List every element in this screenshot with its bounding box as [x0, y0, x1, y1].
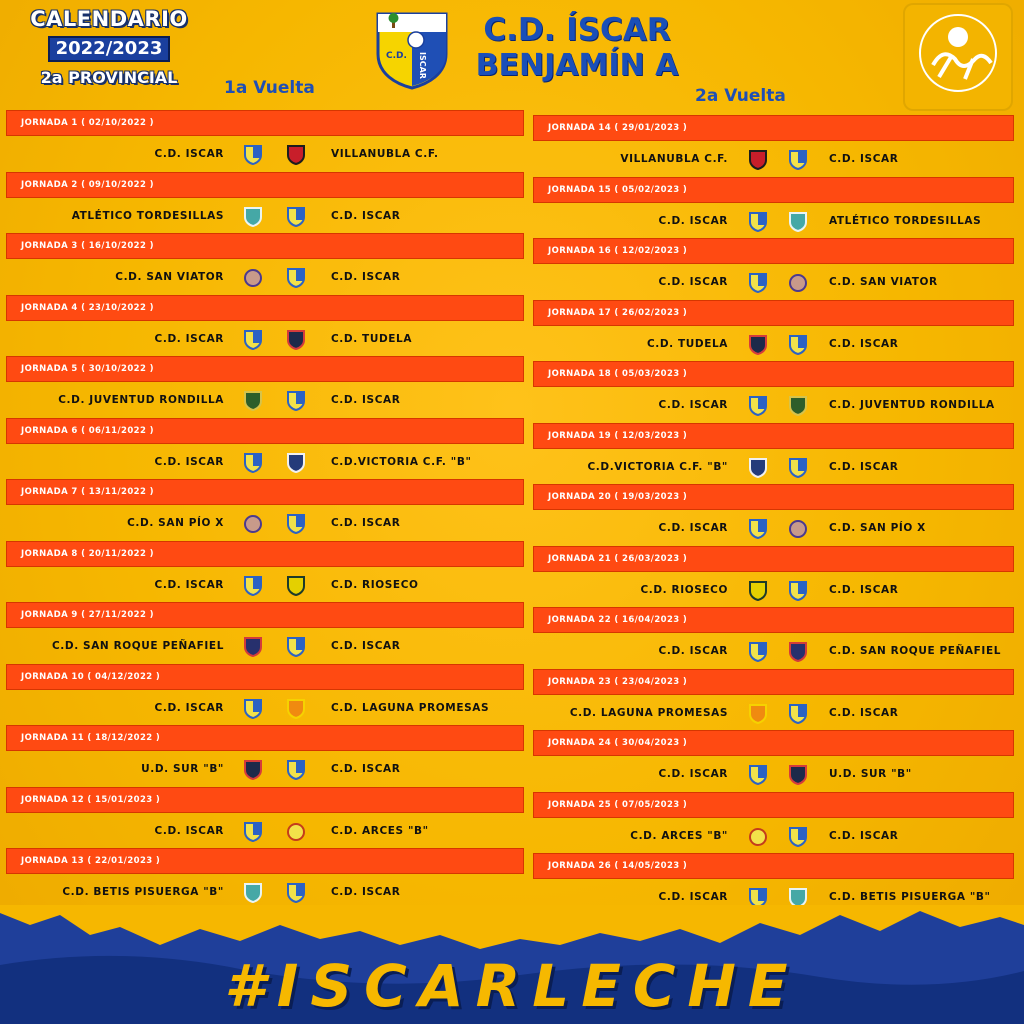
away-team-name: VILLANUBLA C.F. [331, 148, 439, 160]
home-team-badge-icon [749, 396, 767, 416]
away-team-name: C.D. BETIS PISUERGA "B" [829, 891, 991, 903]
fixture-row [533, 756, 1014, 791]
home-team-badge-icon [244, 453, 262, 473]
home-team-name: C.D. ISCAR [658, 399, 728, 411]
home-team-name: C.D. ISCAR [658, 276, 728, 288]
fixture-row [6, 628, 524, 663]
second-leg-schedule [533, 115, 1014, 915]
home-team-badge-icon [244, 699, 262, 719]
home-team-badge-icon [244, 576, 262, 596]
home-team-name: C.D. ISCAR [154, 578, 224, 591]
round-title: JORNADA 3 ( 16/10/2022 ) [6, 233, 524, 259]
home-team-name: C.D. ISCAR [154, 455, 224, 468]
away-team-name: C.D. ISCAR [829, 583, 899, 596]
home-team-name: C.D. TUDELA [646, 337, 728, 350]
home-team-name: C.D. ISCAR [658, 891, 728, 903]
away-team-badge-icon [789, 150, 807, 170]
round-title: JORNADA 26 ( 14/05/2023 ) [533, 853, 1014, 879]
round-title: JORNADA 9 ( 27/11/2022 ) [6, 602, 524, 628]
calendar-label: CALENDARIO [30, 7, 188, 31]
away-team-badge-icon [287, 207, 305, 227]
match-round [6, 541, 524, 603]
away-team-name: C.D.VICTORIA C.F. "B" [331, 455, 472, 468]
home-team-name: C.D. RIOSECO [640, 583, 728, 596]
away-team-badge-icon [287, 760, 305, 780]
away-team-badge-icon [789, 458, 807, 478]
home-team-name: C.D. SAN PÍO X [127, 517, 224, 529]
away-team-badge-icon [789, 642, 807, 662]
round-title: JORNADA 8 ( 20/11/2022 ) [6, 541, 524, 567]
fixture-row [533, 326, 1014, 361]
fixture-row [533, 203, 1014, 238]
home-team-badge-icon [749, 581, 767, 601]
home-team-name: C.D. ISCAR [658, 645, 728, 657]
fixture-row [533, 141, 1014, 176]
match-round [533, 484, 1014, 546]
fixture-row [6, 444, 524, 479]
away-team-badge-icon [287, 699, 305, 719]
away-team-name: C.D. SAN ROQUE PEÑAFIEL [829, 645, 1002, 657]
match-round [533, 238, 1014, 300]
fixture-row [6, 751, 524, 786]
home-team-name: C.D. ARCES "B" [630, 829, 728, 842]
round-title: JORNADA 22 ( 16/04/2023 ) [533, 607, 1014, 633]
away-team-name: U.D. SUR "B" [829, 768, 912, 780]
second-leg-label: 2a Vuelta [695, 86, 786, 106]
round-title: JORNADA 12 ( 15/01/2023 ) [6, 787, 524, 813]
home-team-name: C.D. SAN ROQUE PEÑAFIEL [51, 640, 224, 652]
away-team-name: C.D. JUVENTUD RONDILLA [829, 399, 995, 411]
match-round [6, 110, 524, 172]
club-crest-logo [374, 10, 450, 90]
home-team-name: ATLÉTICO TORDESILLAS [71, 209, 224, 222]
round-title: JORNADA 18 ( 05/03/2023 ) [533, 361, 1014, 387]
match-round [533, 177, 1014, 239]
home-team-badge-icon [244, 145, 262, 165]
away-team-name: C.D. ISCAR [829, 829, 899, 842]
fixture-row [6, 259, 524, 294]
away-team-badge-icon [789, 335, 807, 355]
home-team-name: C.D. ISCAR [154, 701, 224, 714]
home-team-badge-icon [749, 827, 767, 847]
away-team-badge-icon [287, 822, 305, 842]
header-left [14, 6, 204, 87]
away-team-badge-icon [287, 453, 305, 473]
home-team-name: C.D. SAN VIATOR [115, 271, 224, 283]
svg-text:C.D.: C.D. [386, 51, 407, 61]
round-title: JORNADA 24 ( 30/04/2023 ) [533, 730, 1014, 756]
fixture-row [6, 321, 524, 356]
home-team-name: VILLANUBLA C.F. [620, 153, 728, 165]
away-team-name: C.D. ISCAR [331, 271, 401, 283]
club-name: C.D. ÍSCAR [483, 12, 671, 48]
home-team-badge-icon [749, 212, 767, 232]
round-title: JORNADA 5 ( 30/10/2022 ) [6, 356, 524, 382]
round-title: JORNADA 7 ( 13/11/2022 ) [6, 479, 524, 505]
match-round [533, 546, 1014, 608]
match-round [533, 730, 1014, 792]
first-leg-label: 1a Vuelta [224, 78, 315, 98]
home-team-badge-icon [749, 335, 767, 355]
away-team-badge-icon [789, 396, 807, 416]
category-label: 2a PROVINCIAL [40, 68, 178, 87]
fixture-row [6, 136, 524, 171]
round-title: JORNADA 10 ( 04/12/2022 ) [6, 664, 524, 690]
round-title: JORNADA 13 ( 22/01/2023 ) [6, 848, 524, 874]
away-team-name: C.D. ISCAR [331, 209, 401, 222]
fixture-row [533, 695, 1014, 730]
away-team-name: C.D. ISCAR [331, 886, 401, 898]
home-team-badge-icon [244, 883, 262, 903]
round-title: JORNADA 4 ( 23/10/2022 ) [6, 295, 524, 321]
away-team-badge-icon [287, 145, 305, 165]
club-title [452, 12, 702, 84]
away-team-badge-icon [789, 827, 807, 847]
home-team-name: C.D. JUVENTUD RONDILLA [58, 394, 224, 406]
fixture-row [533, 449, 1014, 484]
round-title: JORNADA 17 ( 26/02/2023 ) [533, 300, 1014, 326]
first-leg-schedule [6, 110, 524, 910]
match-round [6, 787, 524, 849]
away-team-name: C.D. ISCAR [829, 460, 899, 473]
round-title: JORNADA 11 ( 18/12/2022 ) [6, 725, 524, 751]
away-team-badge-icon [287, 391, 305, 411]
away-team-badge-icon [789, 519, 807, 539]
match-round [533, 300, 1014, 362]
match-round [533, 669, 1014, 731]
match-round [6, 602, 524, 664]
away-team-badge-icon [789, 704, 807, 724]
away-team-name: C.D. ISCAR [331, 640, 401, 652]
home-team-name: C.D. ISCAR [154, 148, 224, 160]
away-team-name: C.D. TUDELA [331, 332, 413, 345]
home-team-badge-icon [244, 207, 262, 227]
match-round [6, 479, 524, 541]
home-team-badge-icon [244, 391, 262, 411]
away-team-name: C.D. LAGUNA PROMESAS [331, 701, 490, 714]
home-team-name: C.D.VICTORIA C.F. "B" [587, 460, 728, 473]
federation-emblem-icon [903, 3, 1013, 111]
match-round [533, 361, 1014, 423]
home-team-badge-icon [749, 519, 767, 539]
fixture-row [533, 387, 1014, 422]
round-title: JORNADA 2 ( 09/10/2022 ) [6, 172, 524, 198]
away-team-name: C.D. ISCAR [829, 706, 899, 719]
fixture-row [6, 198, 524, 233]
away-team-badge-icon [789, 581, 807, 601]
match-round [533, 115, 1014, 177]
home-team-badge-icon [244, 760, 262, 780]
away-team-name: C.D. RIOSECO [331, 578, 419, 591]
match-round [6, 172, 524, 234]
away-team-name: C.D. ISCAR [331, 517, 401, 529]
match-round [6, 233, 524, 295]
fixture-row [533, 818, 1014, 853]
away-team-badge-icon [287, 514, 305, 534]
fixture-row [533, 510, 1014, 545]
match-round [533, 423, 1014, 485]
away-team-badge-icon [789, 765, 807, 785]
away-team-name: C.D. ISCAR [331, 394, 401, 406]
fixture-row [533, 264, 1014, 299]
match-round [533, 792, 1014, 854]
home-team-badge-icon [749, 150, 767, 170]
home-team-badge-icon [749, 458, 767, 478]
home-team-badge-icon [244, 514, 262, 534]
away-team-name: C.D. SAN PÍO X [829, 522, 926, 534]
round-title: JORNADA 6 ( 06/11/2022 ) [6, 418, 524, 444]
round-title: JORNADA 1 ( 02/10/2022 ) [6, 110, 524, 136]
fixture-row [6, 690, 524, 725]
fixture-row [6, 382, 524, 417]
away-team-name: C.D. ISCAR [829, 337, 899, 350]
round-title: JORNADA 25 ( 07/05/2023 ) [533, 792, 1014, 818]
home-team-badge-icon [749, 642, 767, 662]
match-round [6, 356, 524, 418]
fixture-row [6, 505, 524, 540]
away-team-badge-icon [789, 212, 807, 232]
season-label: 2022/2023 [48, 36, 171, 62]
fixture-row [6, 567, 524, 602]
home-team-name: C.D. ISCAR [154, 332, 224, 345]
match-round [6, 848, 524, 910]
away-team-name: ATLÉTICO TORDESILLAS [829, 214, 982, 227]
home-team-badge-icon [244, 268, 262, 288]
away-team-name: C.D. ISCAR [331, 763, 401, 775]
match-round [6, 418, 524, 480]
home-team-badge-icon [749, 273, 767, 293]
round-title: JORNADA 20 ( 19/03/2023 ) [533, 484, 1014, 510]
home-team-badge-icon [749, 765, 767, 785]
home-team-badge-icon [244, 330, 262, 350]
fixture-row [6, 874, 524, 909]
away-team-name: C.D. SAN VIATOR [829, 276, 938, 288]
match-round [533, 607, 1014, 669]
away-team-name: C.D. ARCES "B" [331, 824, 429, 837]
fixture-row [533, 633, 1014, 668]
hashtag-slogan: #ISCARLECHE [224, 952, 800, 1020]
home-team-badge-icon [244, 637, 262, 657]
round-title: JORNADA 23 ( 23/04/2023 ) [533, 669, 1014, 695]
match-round [6, 295, 524, 357]
away-team-badge-icon [287, 883, 305, 903]
home-team-name: C.D. ISCAR [154, 824, 224, 837]
svg-text:ISCAR: ISCAR [418, 52, 427, 79]
round-title: JORNADA 19 ( 12/03/2023 ) [533, 423, 1014, 449]
home-team-name: C.D. ISCAR [658, 522, 728, 534]
away-team-badge-icon [287, 268, 305, 288]
federation-logo [903, 3, 1013, 111]
match-round [6, 725, 524, 787]
home-team-name: C.D. ISCAR [658, 214, 728, 227]
round-title: JORNADA 14 ( 29/01/2023 ) [533, 115, 1014, 141]
home-team-name: C.D. LAGUNA PROMESAS [569, 706, 728, 719]
round-title: JORNADA 15 ( 05/02/2023 ) [533, 177, 1014, 203]
team-name: BENJAMÍN A [475, 48, 679, 83]
away-team-badge-icon [789, 273, 807, 293]
home-team-name: C.D. BETIS PISUERGA "B" [62, 886, 224, 898]
fixture-row [6, 813, 524, 848]
home-team-name: U.D. SUR "B" [141, 763, 224, 775]
home-team-badge-icon [244, 822, 262, 842]
away-team-name: C.D. ISCAR [829, 153, 899, 165]
away-team-badge-icon [287, 576, 305, 596]
fixture-row [533, 572, 1014, 607]
home-team-badge-icon [749, 704, 767, 724]
match-round [6, 664, 524, 726]
away-team-badge-icon [287, 637, 305, 657]
round-title: JORNADA 21 ( 26/03/2023 ) [533, 546, 1014, 572]
round-title: JORNADA 16 ( 12/02/2023 ) [533, 238, 1014, 264]
away-team-badge-icon [287, 330, 305, 350]
home-team-name: C.D. ISCAR [658, 768, 728, 780]
